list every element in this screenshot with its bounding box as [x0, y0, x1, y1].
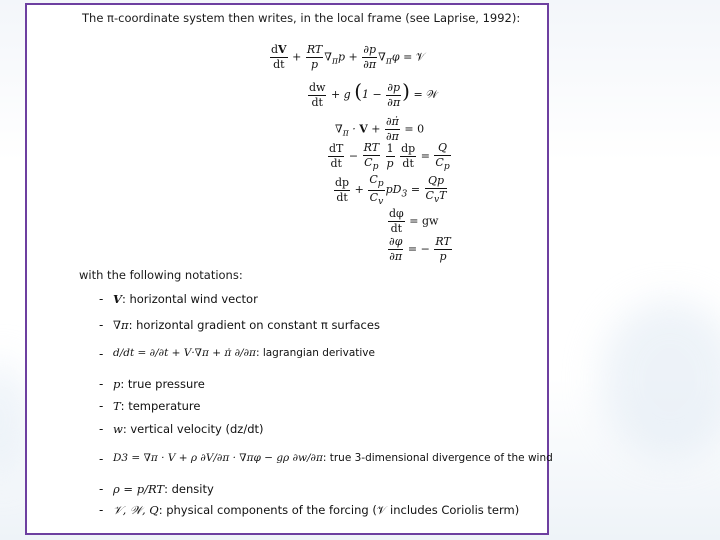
bullet-marker: - — [99, 503, 104, 517]
notation-item: w: vertical velocity (dz/dt) — [113, 422, 264, 436]
bullet-marker: - — [99, 482, 104, 496]
notation-item: ∇π: horizontal gradient on constant π surfaces — [113, 318, 380, 332]
notation-item: V: horizontal wind vector — [113, 292, 258, 306]
bullet-marker: - — [99, 422, 104, 436]
equation-hydrostatic: $\frac{\partial\varphi}{\partial\pi}$ = − $\frac{RT}{p}$ — [389, 235, 451, 263]
equation-continuity: $\nabla_\pi \cdot V$ + $\frac{\partial\pi̇}{\partial\pi}$ = 0 — [335, 115, 425, 143]
notation-item: ρ = p/RT: density — [113, 482, 214, 496]
equation-momentum: $\frac{dV}{dt}$ + $\frac{RT}{p}$ $\nabla_\pi p$ + $\frac{\partial p}{\partial\pi}$ $\nabla_\pi\varphi$ = 𝒱 — [271, 43, 425, 71]
notation-item: D3 = ∇π · V + ρ ∂V/∂π · ∇πφ − gρ ∂w/∂π: true 3-dimensional divergence of the wind — [113, 452, 553, 464]
notations-heading: with the following notations: — [79, 268, 243, 282]
notation-item: d/dt = ∂/∂t + V·∇π + π̇ ∂/∂π: lagrangian derivative — [113, 347, 375, 359]
equation-geopotential: $\frac{d\varphi}{dt}$ = gw — [389, 207, 439, 235]
equation-pressure: $\frac{dp}{dt}$ + $\frac{C_p}{C_v}$ $pD_3$ = $\frac{Qp}{C_vT}$ — [335, 173, 447, 207]
bullet-marker: - — [99, 318, 104, 332]
slide-content-frame — [25, 3, 553, 535]
bullet-marker: - — [99, 292, 104, 306]
equation-geopotential-rhs: = gw — [409, 214, 439, 228]
equation-vertical-momentum: $\frac{dw}{dt}$ + g (1 − $\frac{\partial p}{\partial\pi}$ ) = 𝒲 — [309, 79, 438, 109]
bullet-marker: - — [99, 399, 104, 413]
bullet-marker: - — [99, 452, 104, 466]
background-blot — [600, 300, 720, 460]
bullet-marker: - — [99, 377, 104, 391]
equation-thermodynamic: $\frac{dT}{dt}$ − $\frac{RT}{C_p}$ $\frac{1}{p}$ $\frac{dp}{dt}$ = $\frac{Q}{C_p}$ — [329, 141, 450, 172]
notation-item: T: temperature — [113, 399, 201, 413]
equation-vertical-rhs: = 𝒲 — [413, 88, 438, 101]
bullet-marker: - — [99, 347, 104, 361]
equation-momentum-rhs: = 𝒱 — [403, 50, 425, 64]
intro-text: The π-coordinate system then writes, in the local frame (see Laprise, 1992): — [82, 11, 521, 25]
equation-continuity-rhs: = 0 — [404, 122, 425, 136]
notation-item: 𝒱, 𝒲, Q: physical components of the forcing (𝒱 includes Coriolis term) — [113, 503, 520, 517]
notation-item: p: true pressure — [113, 377, 205, 391]
